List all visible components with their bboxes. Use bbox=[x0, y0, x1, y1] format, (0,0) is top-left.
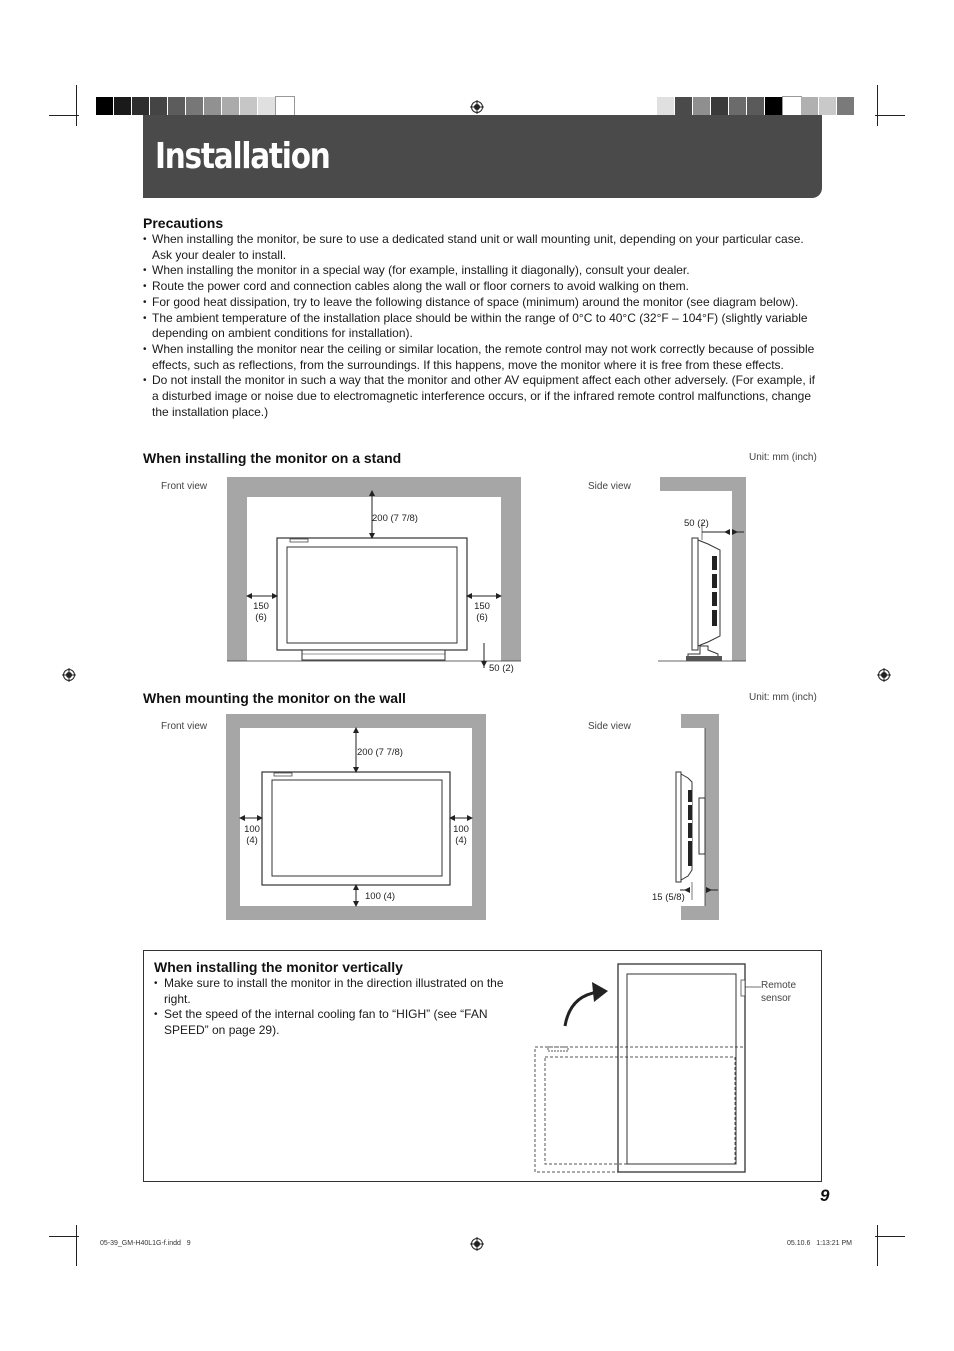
color-swatch bbox=[240, 97, 258, 115]
color-swatch bbox=[150, 97, 168, 115]
color-swatch bbox=[258, 97, 276, 115]
stand-front-view-diagram bbox=[220, 470, 530, 680]
list-item: • When installing the monitor, be sure to use a dedicated stand unit or wall mounting unit, depending on your particular case. Ask your dealer to install. bbox=[143, 232, 823, 263]
color-swatch bbox=[675, 97, 693, 115]
stand-dim-top: 200 (7 7/8) bbox=[372, 513, 418, 524]
vertical-section-heading: When installing the monitor vertically bbox=[154, 959, 403, 975]
wall-side-view-label: Side view bbox=[588, 721, 631, 732]
precautions-list bbox=[143, 232, 823, 420]
registration-mark-icon bbox=[62, 668, 76, 682]
vertical-install-diagram bbox=[530, 958, 760, 1180]
wall-front-view-diagram bbox=[220, 710, 495, 925]
stand-section-heading: When installing the monitor on a stand bbox=[143, 450, 402, 466]
list-item: • The ambient temperature of the installation place should be within the range of 0°C to 40°C (32°F – 104°F) (slightly variable depending on ambient conditions for installation). bbox=[143, 311, 823, 342]
wall-section-heading: When mounting the monitor on the wall bbox=[143, 690, 406, 706]
list-item: • When installing the monitor near the ceiling or similar location, the remote control may not work correctly because of possible effects, such as reflections, from the surroundings. If this happens, move the monitor where it is free from these effects. bbox=[143, 342, 823, 373]
color-swatch bbox=[276, 97, 294, 115]
stand-side-view-label: Side view bbox=[588, 481, 631, 492]
wall-unit-label: Unit: mm (inch) bbox=[749, 692, 817, 703]
stand-dim-bottom: 50 (2) bbox=[489, 663, 514, 674]
remote-sensor-label: Remote sensor bbox=[761, 980, 797, 1004]
wall-front-view-label: Front view bbox=[161, 721, 208, 732]
page-title: Installation bbox=[155, 136, 330, 177]
remote-sensor-leader-line bbox=[745, 982, 763, 992]
list-item: • Set the speed of the internal cooling fan to “HIGH” (see “FAN SPEED” on page 29). bbox=[154, 1007, 504, 1038]
wall-dim-right: 100 (4) bbox=[453, 824, 469, 846]
stand-front-view-label: Front view bbox=[161, 481, 208, 492]
color-bar-right bbox=[657, 97, 855, 115]
stand-dim-side: 50 (2) bbox=[684, 518, 709, 529]
file-slug: 05-39_GM-H40L1G-f.indd 9 bbox=[100, 1240, 191, 1247]
list-item: • For good heat dissipation, try to leave the following distance of space (minimum) around the monitor (see diagram below). bbox=[143, 295, 823, 311]
vertical-list bbox=[154, 976, 504, 1039]
stand-dim-right: 150 (6) bbox=[474, 601, 490, 623]
wall-dim-left: 100 (4) bbox=[244, 824, 260, 846]
registration-mark-icon bbox=[877, 668, 891, 682]
color-swatch bbox=[783, 97, 801, 115]
color-swatch bbox=[132, 97, 150, 115]
color-swatch bbox=[801, 97, 819, 115]
wall-dim-side: 15 (5/8) bbox=[652, 892, 685, 903]
color-swatch bbox=[204, 97, 222, 115]
color-swatch bbox=[747, 97, 765, 115]
color-swatch bbox=[711, 97, 729, 115]
color-swatch bbox=[765, 97, 783, 115]
color-swatch bbox=[837, 97, 855, 115]
color-bar-left bbox=[96, 97, 294, 115]
list-item: • Do not install the monitor in such a way that the monitor and other AV equipment affect each other adversely. (For example, if a disturbed image or noise due to electromagnetic interference occurs, or if the infrared remote control malfunctions, change the installation place.) bbox=[143, 373, 823, 420]
wall-dim-top: 200 (7 7/8) bbox=[357, 747, 403, 758]
color-swatch bbox=[693, 97, 711, 115]
precautions-heading: Precautions bbox=[143, 215, 224, 231]
color-swatch bbox=[168, 97, 186, 115]
page-number: 9 bbox=[820, 1186, 830, 1205]
stand-unit-label: Unit: mm (inch) bbox=[749, 452, 817, 463]
list-item: • Route the power cord and connection cables along the wall or floor corners to avoid walking on them. bbox=[143, 279, 823, 295]
list-item: • When installing the monitor in a special way (for example, installing it diagonally), consult your dealer. bbox=[143, 263, 823, 279]
stand-side-view-diagram bbox=[650, 470, 760, 670]
list-item: • Make sure to install the monitor in the direction illustrated on the right. bbox=[154, 976, 504, 1007]
color-swatch bbox=[729, 97, 747, 115]
registration-mark-icon bbox=[470, 1237, 484, 1251]
date-slug: 05.10.6 1:13:21 PM bbox=[787, 1240, 852, 1247]
wall-dim-bottom: 100 (4) bbox=[365, 891, 396, 902]
color-swatch bbox=[186, 97, 204, 115]
color-swatch bbox=[657, 97, 675, 115]
stand-dim-left: 150 (6) bbox=[253, 601, 269, 623]
color-swatch bbox=[114, 97, 132, 115]
registration-mark-icon bbox=[470, 100, 484, 114]
color-swatch bbox=[819, 97, 837, 115]
color-swatch bbox=[222, 97, 240, 115]
color-swatch bbox=[96, 97, 114, 115]
